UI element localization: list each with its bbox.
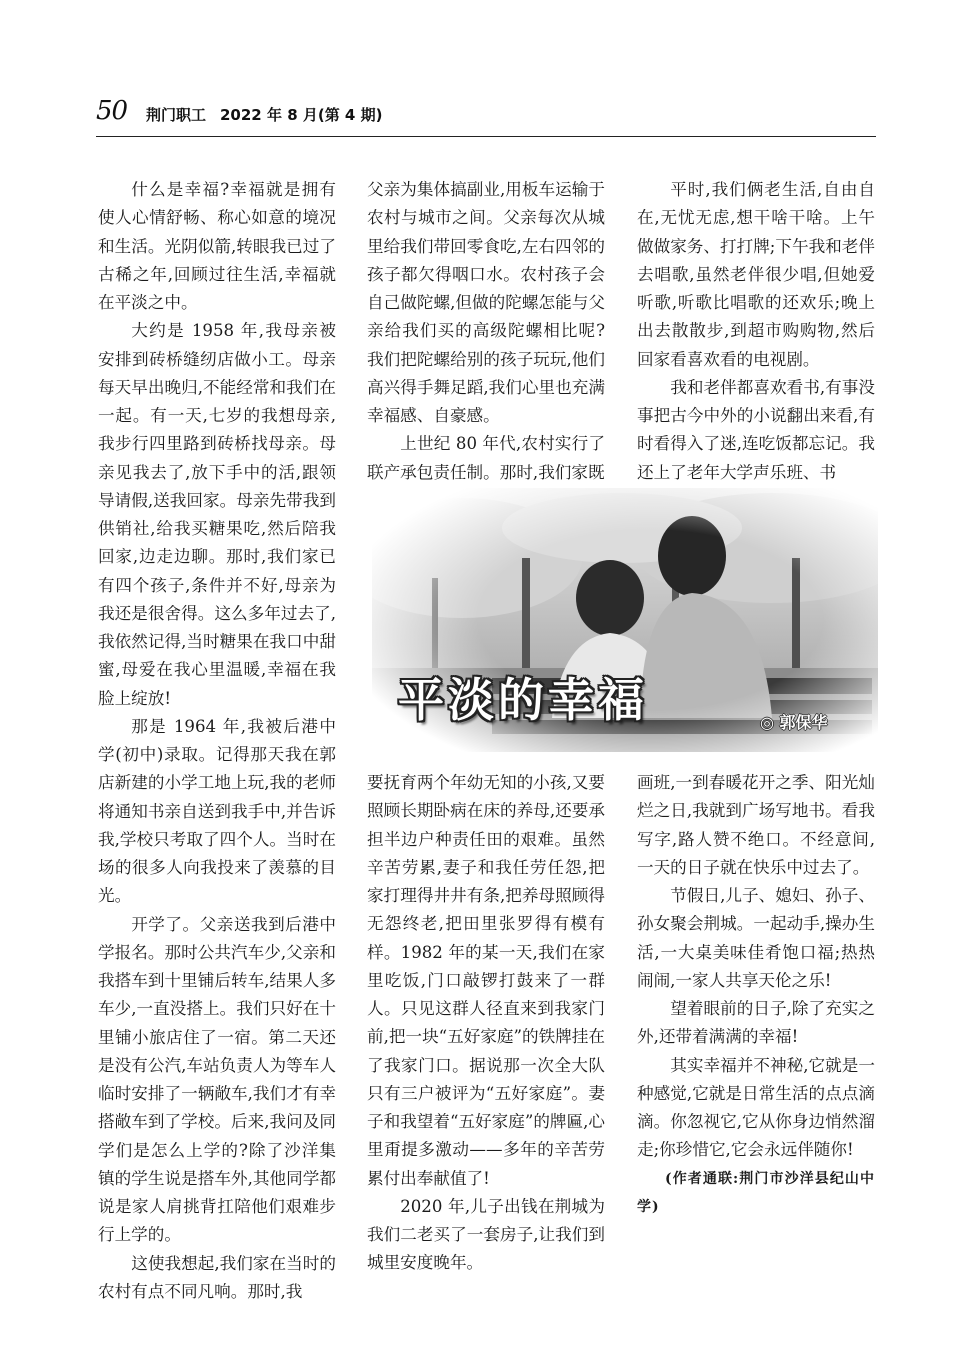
magazine-name: 荆门职工 (146, 106, 207, 124)
paragraph: 画班,一到春暖花开之季、阳光灿烂之日,我就到广场写地书。看我写字,路人赞不绝口。不经意间,一天的日子就在快乐中过去了。 (637, 773, 875, 877)
page-number: 50 (96, 96, 128, 126)
header-divider (96, 136, 876, 137)
paragraph: 什么是幸福?幸福就是拥有使人心情舒畅、称心如意的境况和生活。光阴似箭,转眼我已过了古稀之年,回顾过往生活,幸福就在平淡之中。 (98, 180, 336, 312)
column-2-bottom (367, 769, 605, 1278)
paragraph: 这使我想起,我们家在当时的农村有点不同凡响。那时,我 (98, 1253, 336, 1301)
article-title: 平淡的幸福 (398, 673, 648, 727)
paragraph: 那是 1964 年,我被后港中学(初中)录取。记得那天我在郭店新建的小学工地上玩,我的老师将通知书亲自送到我手中,并告诉我,学校只考取了四个人。当时在场的很多人向我投来了羡慕的目光。 (98, 716, 336, 906)
column-1 (98, 176, 336, 1306)
issue-info: 2022 年 8 月(第 4 期) (220, 106, 383, 124)
paragraph: 大约是 1958 年,我母亲被安排到砖桥缝纫店做小工。母亲每天早出晚归,不能经常和我们在一起。有一天,七岁的我想母亲,我步行四里路到砖桥找母亲。母亲见我去了,放下手中的活,跟领导请假,送我回家。母亲先带我到供销社,给我买糖果吃,然后陪我回家,边走边聊。那时,我们家已有四个孩子,条件并不好,母亲为我还是很舍得。这么多年过去了,我依然记得,当时糖果在我口中甜蜜,母爱在我心里温暖,幸福在我脸上绽放! (98, 321, 336, 708)
paragraph: 我和老伴都喜欢看书,有事没事把古今中外的小说翻出来看,有时看得入了迷,连吃饭都忘记。我还上了老年大学声乐班、书 (637, 377, 875, 482)
title-photo (372, 488, 878, 752)
paragraph: 平时,我们俩老生活,自由自在,无忧无虑,想干啥干啥。上午做做家务、打打牌;下午我和老伴去唱歌,虽然老伴很少唱,但她爱听歌,听歌比唱歌的还欢乐;晚上出去散散步,到超市购购物,然后回家看喜欢看的电视剧。 (637, 180, 875, 369)
paragraph: 2020 年,儿子出钱在荆城为我们二老买了一套房子,让我们到城里安度晚年。 (367, 1196, 605, 1273)
paragraph: 节假日,儿子、媳妇、孙子、孙女聚会荆城。一起动手,操办生活,一大桌美味佳肴饱口福;热热闹闹,一家人共享天伦之乐! (637, 886, 875, 990)
paragraph: 父亲为集体搞副业,用板车运输于农村与城市之间。父亲每次从城里给我们带回零食吃,左右四邻的孩子都欠得咽口水。农村孩子会自己做陀螺,但做的陀螺怎能与父亲给我们买的高级陀螺相比呢?我们把陀螺给别的孩子玩玩,他们高兴得手舞足蹈,我们心里也充满幸福感、自豪感。 (367, 180, 605, 425)
author-byline: ◎ 郭保华 (760, 713, 828, 732)
column-3-top (637, 176, 875, 487)
paragraph: 其实幸福并不神秘,它就是一种感觉,它就是日常生活的点点滴滴。你忽视它,它从你身边悄然溜走;你珍惜它,它会永远伴随你! (637, 1055, 875, 1160)
column-3-bottom (637, 769, 875, 1221)
paragraph: 开学了。父亲送我到后港中学报名。那时公共汽车少,父亲和我搭车到十里铺后转车,结果人多车少,一直没搭上。我们只好在十里铺小旅店住了一宿。第二天还是没有公汽,车站负责人为等车人临时安排了一辆敞车,我们才有幸搭敞车到了学校。后来,我问及同学们是怎么上学的?除了沙洋集镇的学生说是搭车外,其他同学都说是家人肩挑背扛陪他们艰难步行上学的。 (98, 914, 336, 1245)
paragraph: 要抚育两个年幼无知的小孩,又要照顾长期卧病在床的养母,还要承担半边户种责任田的艰难。虽然辛苦劳累,妻子和我任劳任怨,把家打理得井井有条,把养母照顾得无怨终老,把田里张罗得有模有样。1982 年的某一天,我们在家里吃饭,门口敲锣打鼓来了一群人。只见这群人径直来到我家门前,把一块“五好家庭”的铁牌挂在了我家门口。据说那一次全大队只有三户被评为“五好家庭”。妻子和我望着“五好家庭”的牌匾,心里甭提多激动——多年的辛苦劳累付出奉献值了! (367, 773, 605, 1188)
page-header (96, 94, 876, 134)
paragraph: 上世纪 80 年代,农村实行了联产承包责任制。那时,我们家既 (367, 434, 605, 482)
paragraph: 望着眼前的日子,除了充实之外,还带着满满的幸福! (637, 999, 875, 1047)
column-2-top (367, 176, 605, 487)
author-contact-note: (作者通联:荆门市沙洋县纪山中学) (637, 1170, 875, 1215)
